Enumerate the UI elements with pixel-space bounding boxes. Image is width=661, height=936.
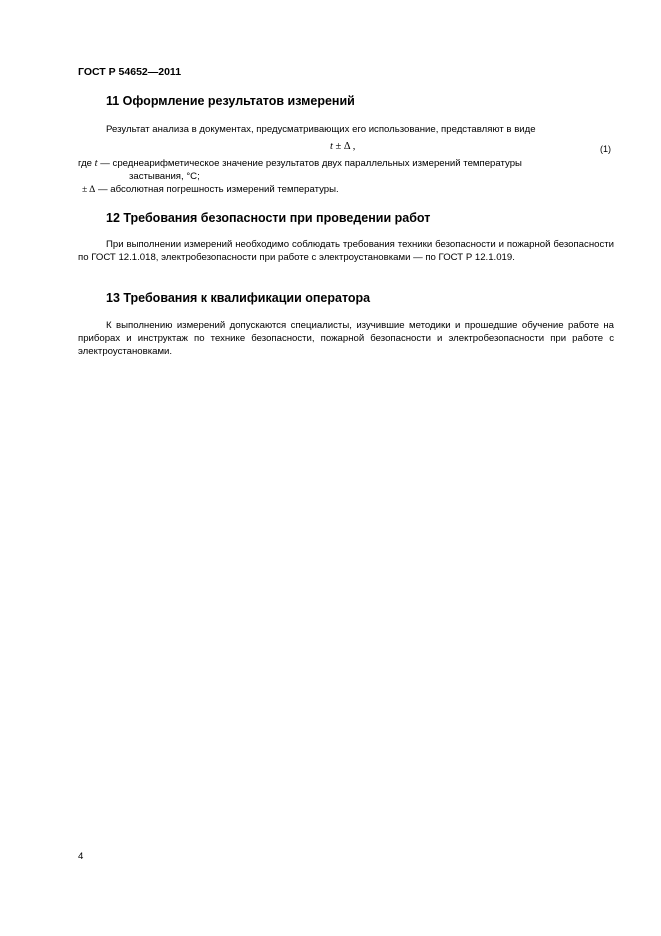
definition-t-text: — среднеарифметическое значение результатов двух параллельных измерений температуры — [97, 158, 522, 169]
section-12-text: При выполнении измерений необходимо соблюдать требования техники безопасности и пожарной безопасности по ГОСТ 12.1.018, электробезопасности при работе с электроустановками — по ГОСТ Р 12.1.019. — [78, 239, 614, 263]
definition-delta — [82, 184, 622, 197]
definition-delta-symbol: ± Δ — [82, 184, 96, 195]
formula-expression: ± Δ , — [332, 141, 356, 152]
definition-delta-text: — абсолютная погрешность измерений температуры. — [95, 184, 339, 195]
section-11-title: 11 Оформление результатов измерений — [106, 94, 355, 108]
document-header: ГОСТ Р 54652—2011 — [78, 66, 182, 78]
section-12-title: 12 Требования безопасности при проведении работ — [106, 211, 431, 225]
section-13-title: 13 Требования к квалификации оператора — [106, 291, 371, 305]
page-number: 4 — [78, 851, 84, 862]
definition-t-continuation: застывания, °С; — [129, 171, 200, 182]
formula-variable: t — [330, 141, 333, 152]
definition-t — [78, 158, 618, 171]
where-prefix: где — [78, 158, 95, 169]
formula-1 — [330, 141, 355, 152]
section-11-intro: Результат анализа в документах, предусматривающих его использование, представляют в виде — [106, 124, 536, 135]
definition-t-variable: t — [94, 158, 98, 169]
section-13-text: К выполнению измерений допускаются специалисты, изучившие методики и прошедшие обучение работе на приборах и инструктаж по технике безопасности, пожарной безопасности и электробезопасности при работе с электроустановками. — [78, 320, 614, 357]
formula-number: (1) — [600, 144, 611, 154]
